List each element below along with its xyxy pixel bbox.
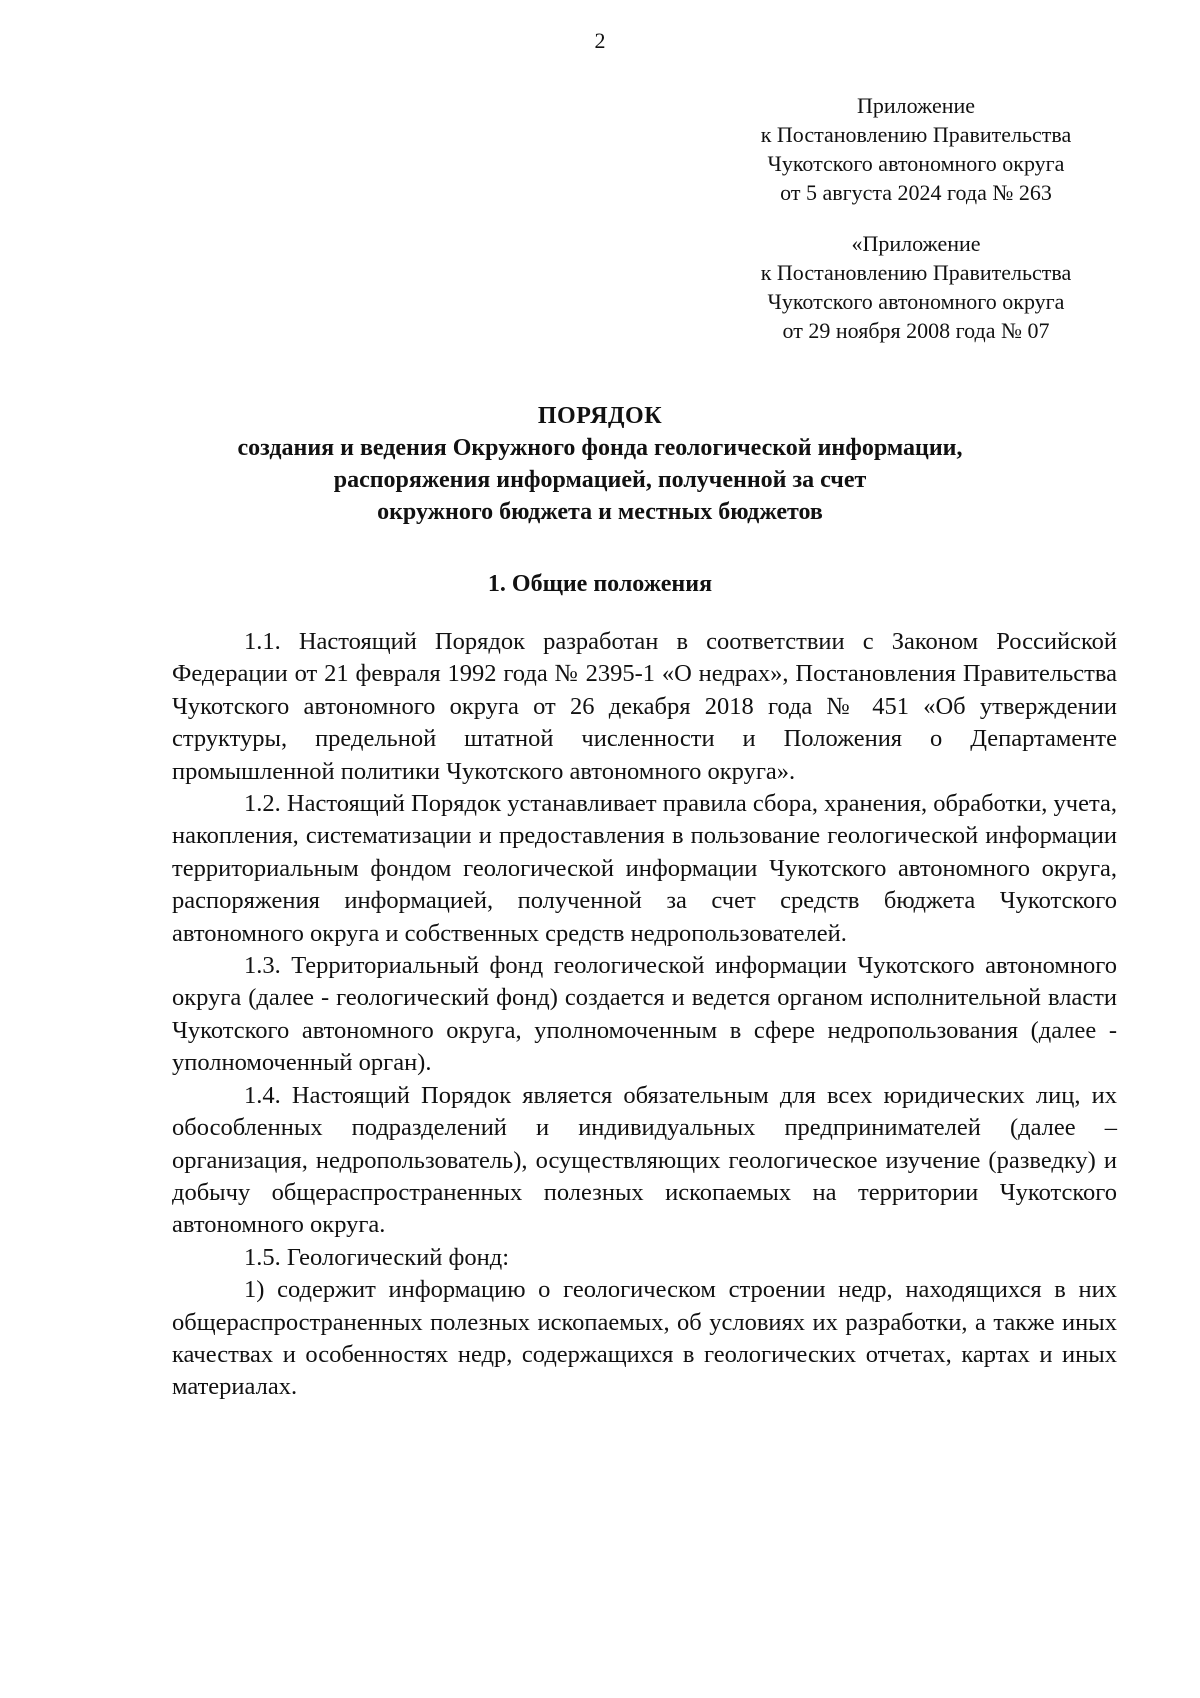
appendix-line: к Постановлению Правительства xyxy=(760,122,1072,147)
appendix-line: к Постановлению Правительства xyxy=(760,260,1072,285)
paragraph-1-2: 1.2. Настоящий Порядок устанавливает правила сбора, хранения, обработки, учета, накопления, систематизации и предоставления в пользование геологической информации территориальным фондом геологической информации Чукотского автономного округа, распоряжения информацией, полученной за счет средств бюджета Чукотского автономного округа и собственных средств недропользователей. xyxy=(172,790,1117,947)
appendix-line: от 29 ноября 2008 года № 07 xyxy=(782,318,1050,343)
appendix-line: от 5 августа 2024 года № 263 xyxy=(780,180,1052,205)
paragraph-1-3: 1.3. Территориальный фонд геологической информации Чукотского автономного округа (далее - геологический фонд) создается и ведется органом исполнительной власти Чукотского автономного округа, уполномоченным в сфере недропользования (далее - уполномоченный орган). xyxy=(172,952,1117,1077)
document-title xyxy=(0,400,1200,528)
title-line: окружного бюджета и местных бюджетов xyxy=(377,499,823,525)
document-body xyxy=(172,626,1117,1404)
title-line: создания и ведения Окружного фонда геологической информации, xyxy=(237,435,963,461)
paragraph-1-4: 1.4. Настоящий Порядок является обязательным для всех юридических лиц, их обособленных подразделений и индивидуальных предпринимателей (далее – организация, недропользователь), осуществляющих геологическое изучение (разведку) и добычу общераспространенных полезных ископаемых на территории Чукотского автономного округа. xyxy=(172,1081,1117,1239)
paragraph-1-5: 1.5. Геологический фонд: xyxy=(244,1243,510,1271)
appendix-header-current xyxy=(706,91,1126,207)
page-number: 2 xyxy=(594,28,606,53)
appendix-header-original xyxy=(706,229,1126,345)
appendix-line: Чукотского автономного округа xyxy=(767,289,1065,314)
paragraph-1-1: 1.1. Настоящий Порядок разработан в соответствии с Законом Российской Федерации от 21 февраля 1992 года № 2395-1 «О недрах», Постановления Правительства Чукотского автономного округа от 26 декабря 2018 года № 451 «Об утверждении структуры, предельной штатной численности и Положения о Департаменте промышленной политики Чукотского автономного округа». xyxy=(172,628,1117,785)
title-line: распоряжения информацией, полученной за счет xyxy=(333,467,867,493)
appendix-line: Чукотского автономного округа xyxy=(767,151,1065,176)
title-main: ПОРЯДОК xyxy=(537,403,663,429)
paragraph-1-5-item-1: 1) содержит информацию о геологическом строении недр, находящихся в них общераспространенных полезных ископаемых, об условиях их разработки, а также иных качествах и особенностях недр, содержащихся в геологических отчетах, картах и иных материалах. xyxy=(172,1276,1117,1401)
appendix-line: «Приложение xyxy=(851,231,981,256)
appendix-line: Приложение xyxy=(856,93,976,118)
section-heading: 1. Общие положения xyxy=(487,571,713,597)
